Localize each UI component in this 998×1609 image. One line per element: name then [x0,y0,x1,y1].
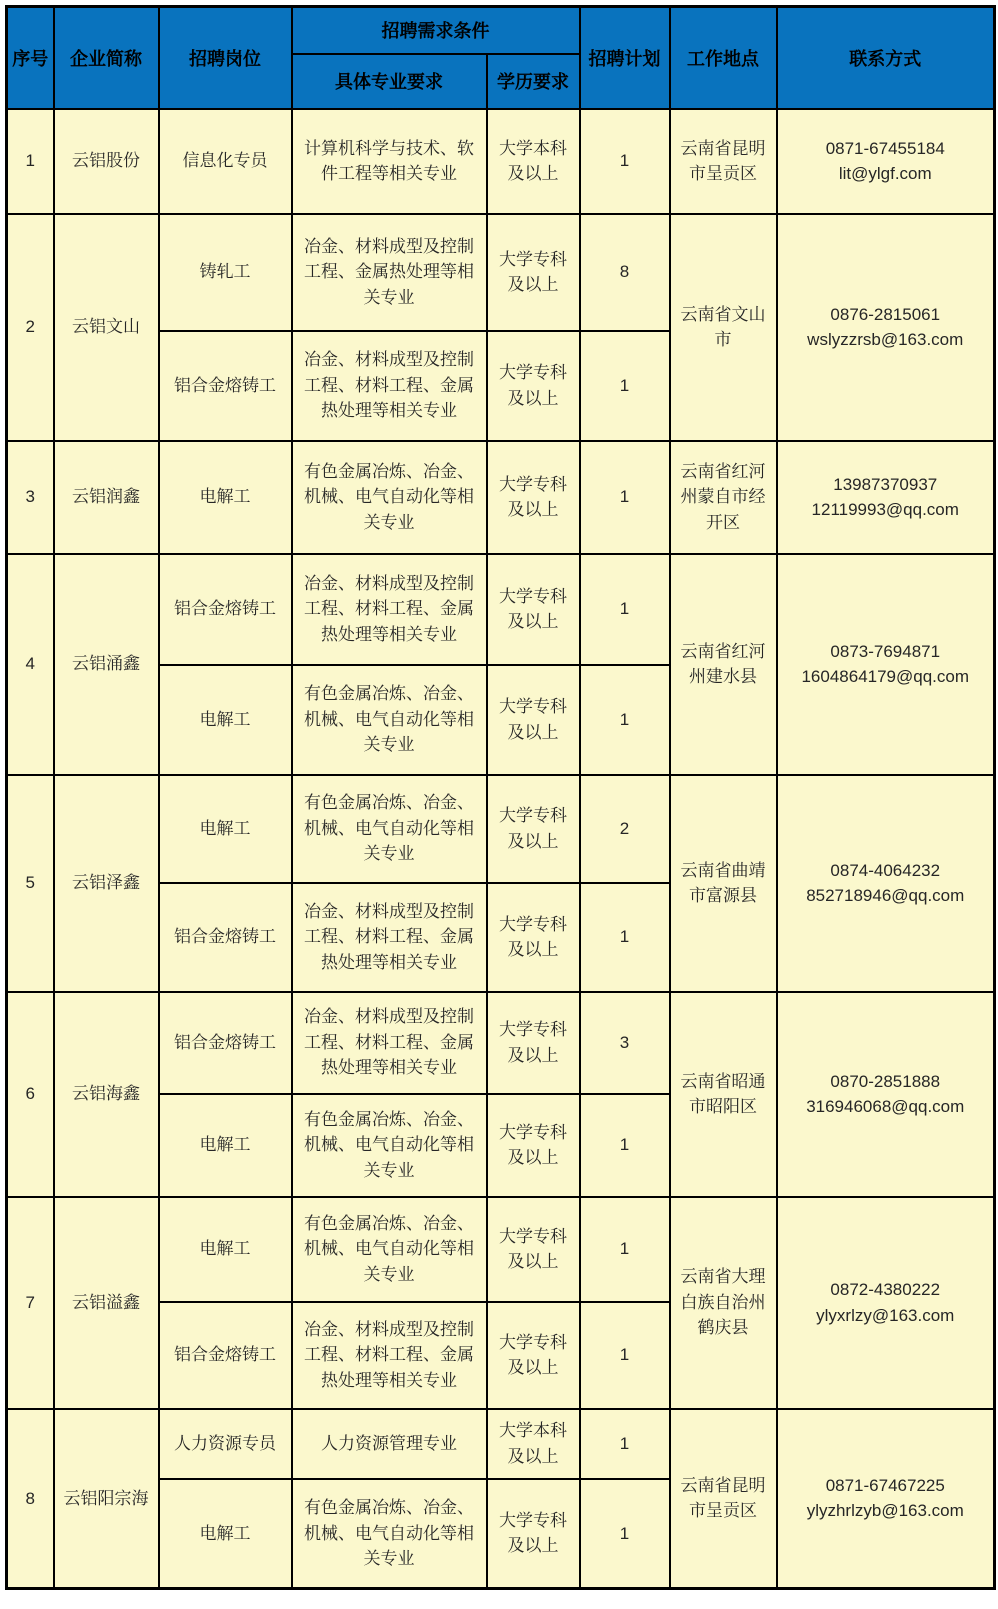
header-education: 学历要求 [487,54,580,109]
cell-company: 云铝润鑫 [54,441,159,554]
cell-company: 云铝海鑫 [54,992,159,1197]
table-row [7,775,995,883]
cell-contact [777,1197,995,1409]
cell-major: 有色金属冶炼、冶金、机械、电气自动化等相关专业 [292,1197,487,1302]
cell-education: 大学本科及以上 [487,1409,580,1479]
header-position: 招聘岗位 [159,7,292,109]
cell-position: 信息化专员 [159,109,292,214]
cell-company: 云铝泽鑫 [54,775,159,992]
contact-email: 12119993@qq.com [811,500,959,519]
cell-contact [777,775,995,992]
cell-education: 大学专科及以上 [487,883,580,992]
cell-contact [777,992,995,1197]
contact-phone: 0871-67455184 [825,138,945,158]
contact-email: ylyzhrlzyb@163.com [806,1501,964,1521]
cell-education: 大学专科及以上 [487,1094,580,1197]
header-plan: 招聘计划 [580,7,670,109]
table-header [7,7,995,109]
cell-company: 云铝文山 [54,214,159,441]
cell-no: 7 [7,1197,54,1409]
cell-major: 计算机科学与技术、软件工程等相关专业 [292,109,487,214]
cell-contact [777,109,995,214]
table-row [7,109,995,214]
cell-location: 云南省大理白族自治州鹤庆县 [670,1197,777,1409]
cell-major: 有色金属冶炼、冶金、机械、电气自动化等相关专业 [292,665,487,775]
table-row [7,214,995,331]
cell-position: 铝合金熔铸工 [159,1302,292,1409]
contact-email: lit@ylgf.com [838,164,932,183]
cell-location: 云南省昭通市昭阳区 [670,992,777,1197]
cell-plan: 1 [580,109,670,214]
cell-location: 云南省红河州蒙自市经开区 [670,441,777,554]
cell-contact [777,1409,995,1589]
cell-plan: 1 [580,883,670,992]
cell-plan: 1 [580,1479,670,1589]
header-requirements-group: 招聘需求条件 [292,7,580,54]
contact-phone: 0873-7694871 [830,641,941,661]
cell-position: 电解工 [159,441,292,554]
cell-plan: 8 [580,214,670,331]
cell-contact [777,554,995,775]
cell-position: 电解工 [159,775,292,883]
table-row [7,1197,995,1302]
cell-major: 有色金属冶炼、冶金、机械、电气自动化等相关专业 [292,1094,487,1197]
header-no: 序号 [7,7,54,109]
contact-email: ylyxrlzy@163.com [816,1305,955,1325]
cell-position: 电解工 [159,665,292,775]
cell-education: 大学专科及以上 [487,214,580,331]
contact-email: 852718946@qq.com [806,886,965,905]
cell-company: 云铝股份 [54,109,159,214]
cell-no: 3 [7,441,54,554]
cell-position: 电解工 [159,1094,292,1197]
cell-education: 大学专科及以上 [487,1197,580,1302]
cell-company: 云铝溢鑫 [54,1197,159,1409]
cell-position: 铝合金熔铸工 [159,992,292,1094]
header-location: 工作地点 [670,7,777,109]
recruitment-table [5,5,996,1590]
cell-location: 云南省昆明市呈贡区 [670,109,777,214]
cell-contact [777,441,995,554]
cell-education: 大学专科及以上 [487,775,580,883]
cell-major: 冶金、材料成型及控制工程、材料工程、金属热处理等相关专业 [292,883,487,992]
cell-major: 冶金、材料成型及控制工程、材料工程、金属热处理等相关专业 [292,331,487,441]
contact-phone: 0870-2851888 [830,1071,941,1091]
contact-phone: 0871-67467225 [825,1475,945,1495]
contact-phone: 0872-4380222 [830,1280,941,1299]
cell-location: 云南省曲靖市富源县 [670,775,777,992]
cell-company: 云铝阳宗海 [54,1409,159,1589]
cell-contact [777,214,995,441]
cell-location: 云南省昆明市呈贡区 [670,1409,777,1589]
table-row [7,441,995,554]
cell-education: 大学专科及以上 [487,331,580,441]
cell-plan: 2 [580,775,670,883]
cell-major: 冶金、材料成型及控制工程、材料工程、金属热处理等相关专业 [292,992,487,1094]
cell-major: 冶金、材料成型及控制工程、金属热处理等相关专业 [292,214,487,331]
contact-phone: 0874-4064232 [830,860,941,880]
cell-plan: 1 [580,331,670,441]
cell-plan: 1 [580,1409,670,1479]
cell-plan: 1 [580,441,670,554]
contact-phone: 13987370937 [833,474,938,494]
cell-no: 6 [7,992,54,1197]
cell-major: 冶金、材料成型及控制工程、材料工程、金属热处理等相关专业 [292,1302,487,1409]
cell-no: 4 [7,554,54,775]
cell-major: 有色金属冶炼、冶金、机械、电气自动化等相关专业 [292,441,487,554]
header-company: 企业简称 [54,7,159,109]
cell-position: 铝合金熔铸工 [159,554,292,665]
table-row [7,554,995,665]
cell-no: 5 [7,775,54,992]
cell-education: 大学专科及以上 [487,1302,580,1409]
cell-education: 大学本科及以上 [487,109,580,214]
cell-education: 大学专科及以上 [487,665,580,775]
cell-plan: 1 [580,1302,670,1409]
cell-education: 大学专科及以上 [487,992,580,1094]
header-major: 具体专业要求 [292,54,487,109]
header-contact: 联系方式 [777,7,995,109]
cell-education: 大学专科及以上 [487,554,580,665]
table-body [7,109,995,1589]
cell-plan: 1 [580,1197,670,1302]
cell-position: 电解工 [159,1479,292,1589]
cell-major: 人力资源管理专业 [292,1409,487,1479]
cell-major: 有色金属冶炼、冶金、机械、电气自动化等相关专业 [292,775,487,883]
cell-no: 2 [7,214,54,441]
cell-no: 1 [7,109,54,214]
cell-plan: 3 [580,992,670,1094]
cell-position: 人力资源专员 [159,1409,292,1479]
cell-location: 云南省文山市 [670,214,777,441]
cell-major: 有色金属冶炼、冶金、机械、电气自动化等相关专业 [292,1479,487,1589]
contact-email: wslyzzrsb@163.com [807,330,964,349]
cell-plan: 1 [580,1094,670,1197]
table-row [7,1409,995,1479]
cell-location: 云南省红河州建水县 [670,554,777,775]
cell-company: 云铝涌鑫 [54,554,159,775]
cell-plan: 1 [580,554,670,665]
cell-no: 8 [7,1409,54,1589]
table-row [7,992,995,1094]
cell-plan: 1 [580,665,670,775]
cell-education: 大学专科及以上 [487,1479,580,1589]
cell-position: 铸轧工 [159,214,292,331]
cell-position: 电解工 [159,1197,292,1302]
contact-email: 316946068@qq.com [806,1097,965,1116]
cell-major: 冶金、材料成型及控制工程、材料工程、金属热处理等相关专业 [292,554,487,665]
contact-phone: 0876-2815061 [830,304,941,324]
cell-position: 铝合金熔铸工 [159,331,292,441]
cell-position: 铝合金熔铸工 [159,883,292,992]
cell-education: 大学专科及以上 [487,441,580,554]
contact-email: 1604864179@qq.com [801,667,970,686]
